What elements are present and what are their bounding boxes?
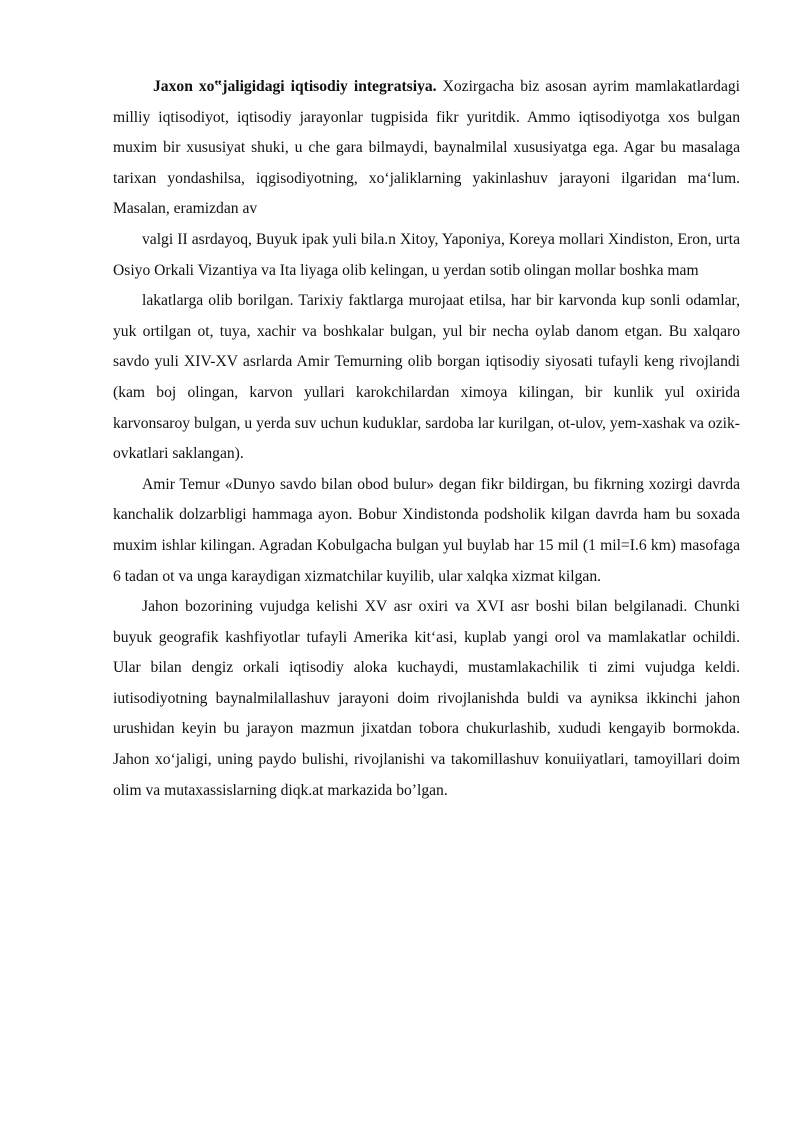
paragraph-1-text: Xozirgacha biz asosan ayrim mamlakatlardagi milliy iqtisodiyot, iqtisodiy jarayonlar tugpisida fikr yuritdik. Ammo iqtisodiyotga xos bulgan muxim bir xususiyat shuki, u che gara bilmaydi, baynalmilal xususiyatga ega. Agar bu masalaga tarixan yondashilsa, iqgisodiyotning, xo‘jaliklarning yakinlashuv jarayoni ilgaridan ma‘lum. Masalan, eramizdan av [113, 78, 740, 218]
paragraph-5: Jahon bozorining vujudga kelishi XV asr oxiri va XVI asr boshi bilan belgilanadi. Chunki buyuk geografik kashfiyotlar tufayli Amerika kit‘asi, kuplab yangi orol va mamlakatlar ochildi. Ular bilan dengiz orkali iqtisodiy aloka kuchaydi, mustamlakachilik ti zimi vujudga keldi. iutisodiyotning baynalmilallashuv jarayoni doim rivojlanishda buldi va ayniksa ikkinchi jahon urushidan keyin bu jarayon mazmun jixatdan tobora chukurlashib, xududi kengayib bormokda. Jahon xo‘jaligi, uning paydo bulishi, rivojlanishi va takomillashuv konuiiyatlari, tamoyillari doim olim va mutaxassislarning diqk.at markazida bo’lgan. [113, 598, 740, 799]
paragraph-2: valgi II asrdayoq, Buyuk ipak yuli bila.n Xitoy, Yaponiya, Koreya mollari Xindiston, Eron, urta Osiyo Orkali Vizantiya va Ita liyaga olib kelingan, u yerdan sotib olingan mollar boshka mam [113, 230, 740, 279]
paragraph-3: lakatlarga olib borilgan. Tarixiy faktlarga murojaat etilsa, har bir karvonda kup sonli odamlar, yuk ortilgan ot, tuya, xachir va boshkalar bulgan, yul bir necha oylab danom etgan. Bu xalqaro savdo yuli XIV-XV asrlarda Amir Temurning olib borgan iqtisodiy siyosati tufayli keng rivojlandi (kam boj olingan, karvon yullari karokchilardan ximoya kilingan, bir kunlik yul oxirida karvonsaroy bulgan, u yerda suv uchun kuduklar, sardoba lar kurilgan, ot-ulov, yem-xashak va ozik-ovkatlari saklangan). [113, 292, 740, 463]
section-heading: Jaxon xo‟jaligidagi iqtisodiy integratsiya. [153, 78, 437, 95]
paragraph-1 [113, 72, 740, 225]
document-page [113, 72, 740, 806]
paragraph-4: Amir Temur «Dunyo savdo bilan obod bulur» degan fikr bildirgan, bu fikrning xozirgi davrda kanchalik dolzarbligi hammaga ayon. Bobur Xindistonda podsholik kilgan davrda ham bu soxada muxim ishlar kilingan. Agradan Kobulgacha bulgan yul buylab har 15 mil (1 mil=I.6 km) masofaga 6 tadan ot va unga karaydigan xizmatchilar kuyilib, ular xalqka xizmat kilgan. [113, 475, 740, 585]
